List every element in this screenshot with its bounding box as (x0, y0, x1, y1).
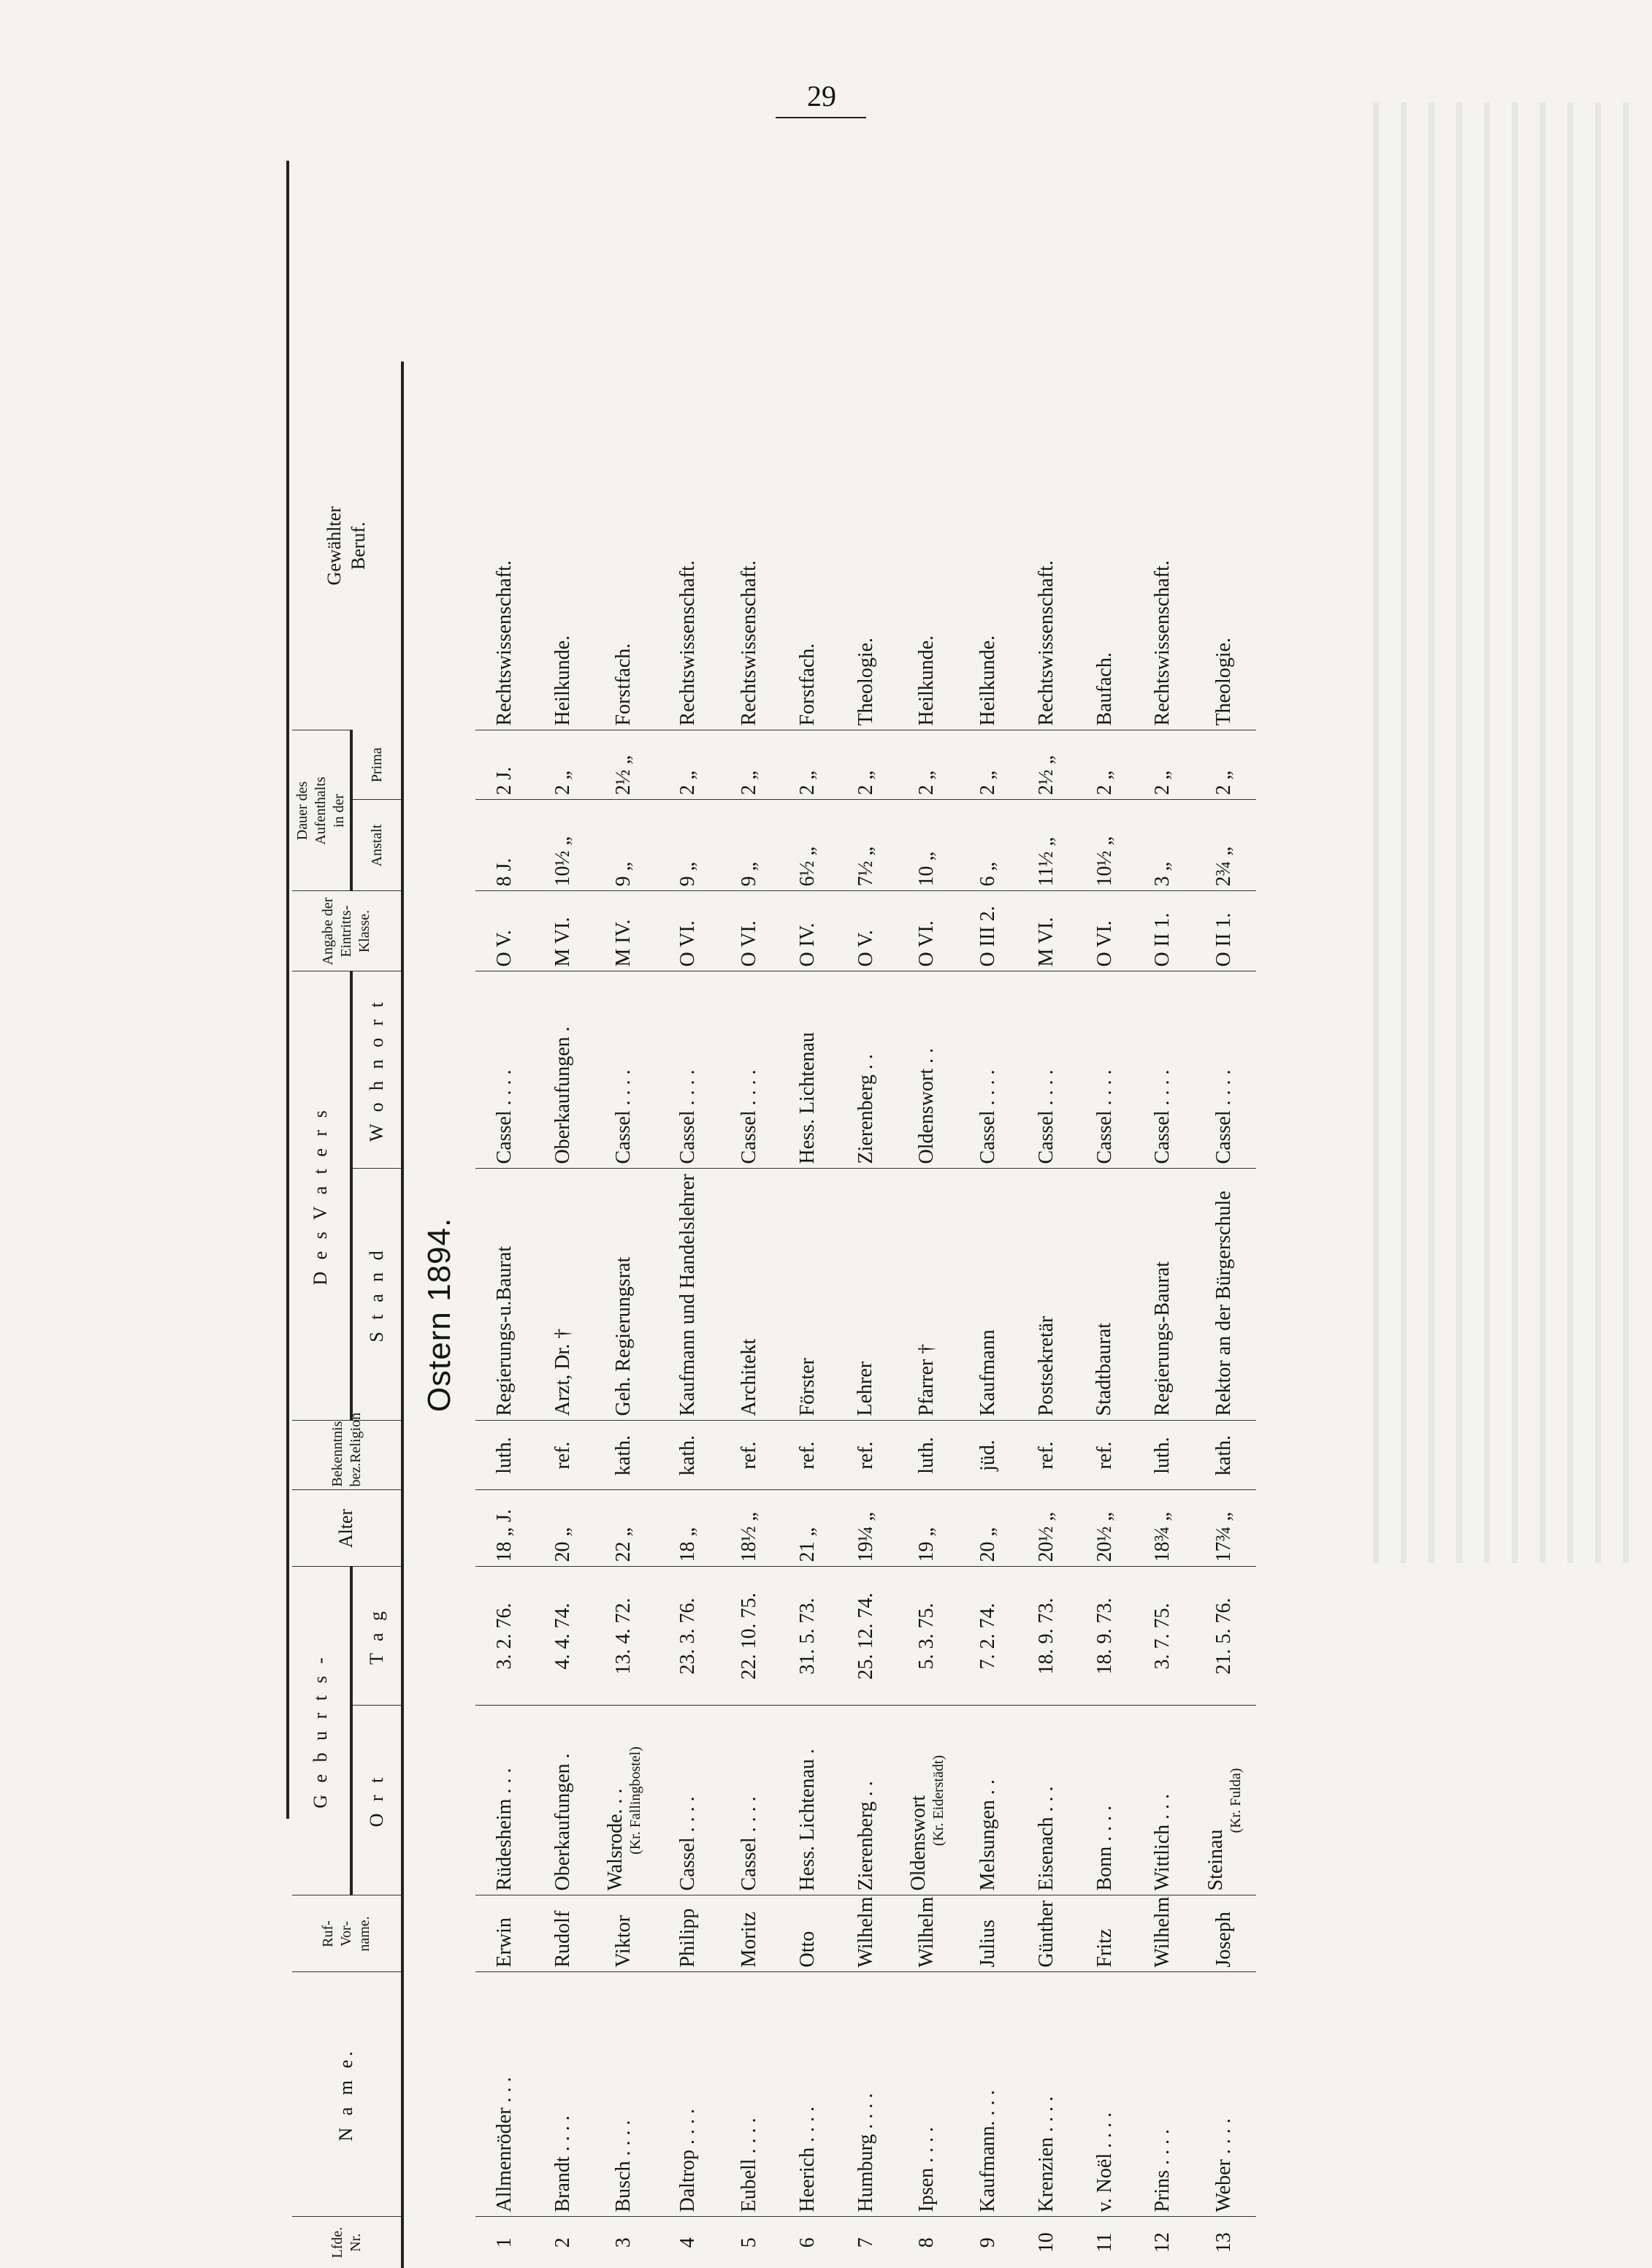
cell-prima: 2½ „ (592, 730, 657, 800)
table-row (779, 362, 837, 2268)
header-lfde-nr: Lfde. Nr. (292, 2217, 402, 2268)
cell-rufname: Günther (1017, 1895, 1076, 1972)
cell-rufname: Wilhelm (837, 1895, 895, 1972)
cell-klasse: O III 2. (959, 891, 1017, 971)
birthplace-note: (Kr. Fallingbostel) (627, 1746, 644, 1855)
header-bekenntnis: Bekenntnis bez.Religion (292, 1421, 402, 1490)
cell-anstalt: 9 „ (656, 800, 720, 891)
cell-geburtstag: 3. 7. 75. (1133, 1567, 1192, 1706)
cell-stand: Regierungs-Baurat (1133, 1169, 1192, 1421)
cell-stand: Förster (779, 1169, 837, 1421)
cell-klasse: M VI. (1017, 891, 1076, 971)
cell-klasse: O II 1. (1133, 891, 1192, 971)
header-tag: T a g (351, 1567, 402, 1706)
cell-wohnort: Cassel . . . . (1192, 971, 1256, 1169)
table-row (1192, 362, 1256, 2268)
header-dauer: Dauer des Aufenthalts in der (292, 730, 351, 891)
cell-bekenntnis: ref. (1076, 1421, 1134, 1490)
cell-prima: 2 „ (895, 730, 959, 800)
cell-prima: 2½ „ (1017, 730, 1076, 800)
cell-alter: 18 „ J. (475, 1490, 534, 1567)
cell-geburtsort: Oldenswort (Kr. Eiderstädt) (895, 1706, 959, 1895)
cell-anstalt: 9 „ (592, 800, 657, 891)
header-stand: S t a n d (351, 1169, 402, 1421)
cell-bekenntnis: luth. (895, 1421, 959, 1490)
cell-beruf: Baufach. (1093, 652, 1116, 726)
cell-bekenntnis: kath. (656, 1421, 720, 1490)
table-row (895, 362, 959, 2268)
cell-alter: 18 „ (656, 1490, 720, 1567)
header-eintritts-klasse: Angabe der Eintritts- Klasse. (292, 891, 402, 971)
cell-stand: Lehrer (837, 1169, 895, 1421)
table-caption: Ostern 1894. (421, 1217, 458, 1413)
cell-prima: 2 J. (475, 730, 534, 800)
cell-geburtsort: Cassel . . . . (656, 1706, 720, 1895)
cell-alter: 19¼ „ (837, 1490, 895, 1567)
cell-name: Krenzien . . . . (1017, 1972, 1076, 2217)
show-through-text (1373, 102, 1643, 1563)
cell-beruf: Rechtswissenschaft. (738, 560, 761, 726)
cell-stand: Stadtbaurat (1076, 1169, 1134, 1421)
cell-rufname: Fritz (1076, 1895, 1134, 1972)
cell-name: Busch . . . . (592, 1972, 657, 2217)
cell-alter: 19 „ (895, 1490, 959, 1567)
cell-bekenntnis: ref. (837, 1421, 895, 1490)
cell-stand: Rektor an der Bürgerschule (1192, 1169, 1256, 1421)
cell-beruf: Heilkunde. (915, 635, 938, 726)
cell-wohnort: Hess. Lichtenau (779, 971, 837, 1169)
cell-beruf: Rechtswissenschaft. (1034, 560, 1058, 726)
cell-anstalt: 9 „ (720, 800, 779, 891)
cell-prima: 2 „ (837, 730, 895, 800)
cell-geburtstag: 3. 2. 76. (475, 1567, 534, 1706)
cell-beruf: Forstfach. (795, 643, 819, 726)
header-des-vaters: D e s V a t e r s (292, 971, 351, 1421)
cell-alter: 20 „ (959, 1490, 1017, 1567)
cell-name: Humburg . . . . (837, 1972, 895, 2217)
cell-prima: 2 „ (1192, 730, 1256, 800)
cell-geburtsort: Eisenach . . . (1017, 1706, 1076, 1895)
cell-wohnort: Cassel . . . . (1076, 971, 1134, 1169)
cell-nr: 11 (1076, 2217, 1134, 2268)
cell-name: Brandt . . . . (534, 1972, 592, 2217)
cell-wohnort: Cassel . . . . (592, 971, 657, 1169)
cell-stand: Pfarrer † (895, 1169, 959, 1421)
cell-geburtsort: Oberkaufungen . (534, 1706, 592, 1895)
cell-anstalt: 2¾ „ (1192, 800, 1256, 891)
cell-prima: 2 „ (656, 730, 720, 800)
cell-name: Heerich . . . . (779, 1972, 837, 2217)
page-number-rule (776, 117, 866, 118)
cell-anstalt: 10½ „ (1076, 800, 1134, 891)
cell-klasse: O II 1. (1192, 891, 1256, 971)
cell-name: Weber . . . . (1192, 1972, 1256, 2217)
cell-nr: 6 (779, 2217, 837, 2268)
cell-alter: 22 „ (592, 1490, 657, 1567)
cell-geburtsort: Cassel . . . . (720, 1706, 779, 1895)
cell-beruf: Rechtswissenschaft. (1151, 560, 1174, 726)
cell-bekenntnis: kath. (592, 1421, 657, 1490)
table-row (837, 362, 895, 2268)
cell-rufname: Wilhelm (1133, 1895, 1192, 1972)
cell-beruf: Theologie. (1212, 637, 1236, 726)
header-wohnort: W o h n o r t (351, 971, 402, 1169)
cell-rufname: Joseph (1192, 1895, 1256, 1972)
cell-anstalt: 6½ „ (779, 800, 837, 891)
cell-geburtstag: 25. 12. 74. (837, 1567, 895, 1706)
cell-klasse: O VI. (1076, 891, 1134, 971)
cell-klasse: M IV. (592, 891, 657, 971)
cell-beruf: Heilkunde. (976, 635, 1000, 726)
cell-beruf: Rechtswissenschaft. (492, 560, 516, 726)
table-row (1076, 362, 1134, 2268)
cell-klasse: O VI. (720, 891, 779, 971)
cell-wohnort: Zierenberg . . (837, 971, 895, 1169)
cell-name: Allmenröder . . . (475, 1972, 534, 2217)
cell-geburtsort: Rüdesheim . . . (475, 1706, 534, 1895)
cell-bekenntnis: jüd. (959, 1421, 1017, 1490)
cell-geburtstag: 4. 4. 74. (534, 1567, 592, 1706)
cell-geburtsort: Melsungen . . (959, 1706, 1017, 1895)
cell-rufname: Viktor (592, 1895, 657, 1972)
cell-nr: 8 (895, 2217, 959, 2268)
cell-alter: 20 „ (534, 1490, 592, 1567)
cell-klasse: O VI. (656, 891, 720, 971)
cell-nr: 9 (959, 2217, 1017, 2268)
table-row (1017, 362, 1076, 2268)
cell-prima: 2 „ (534, 730, 592, 800)
cell-bekenntnis: ref. (1017, 1421, 1076, 1490)
cell-alter: 20½ „ (1017, 1490, 1076, 1567)
table-row (1133, 362, 1192, 2268)
cell-klasse: O IV. (779, 891, 837, 971)
cell-wohnort: Cassel . . . . (1017, 971, 1076, 1169)
cell-wohnort: Oldenswort . . (895, 971, 959, 1169)
birthplace-note: (Kr. Fulda) (1228, 1768, 1244, 1833)
cell-nr: 4 (656, 2217, 720, 2268)
cell-wohnort: Cassel . . . . (959, 971, 1017, 1169)
cell-rufname: Moritz (720, 1895, 779, 1972)
cell-alter: 18¾ „ (1133, 1490, 1192, 1567)
header-name: N a m e. (292, 1972, 402, 2217)
cell-anstalt: 10 „ (895, 800, 959, 891)
cell-klasse: O V. (475, 891, 534, 971)
cell-stand: Arzt, Dr. † (534, 1169, 592, 1421)
cell-nr: 13 (1192, 2217, 1256, 2268)
cell-nr: 7 (837, 2217, 895, 2268)
cell-rufname: Julius (959, 1895, 1017, 1972)
cell-nr: 1 (475, 2217, 534, 2268)
cell-nr: 10 (1017, 2217, 1076, 2268)
cell-bekenntnis: ref. (720, 1421, 779, 1490)
cell-alter: 20½ „ (1076, 1490, 1134, 1567)
cell-bekenntnis: luth. (475, 1421, 534, 1490)
cell-wohnort: Cassel . . . . (1133, 971, 1192, 1169)
cell-bekenntnis: kath. (1192, 1421, 1256, 1490)
cell-geburtsort: Hess. Lichtenau . (779, 1706, 837, 1895)
cell-prima: 2 „ (1076, 730, 1134, 800)
cell-bekenntnis: luth. (1133, 1421, 1192, 1490)
cell-bekenntnis: ref. (534, 1421, 592, 1490)
cell-geburtstag: 18. 9. 73. (1076, 1567, 1134, 1706)
table-row (592, 362, 657, 2268)
header-rufname: Ruf- Vor- name. (292, 1895, 402, 1972)
cell-nr: 2 (534, 2217, 592, 2268)
cell-name: v. Noël . . . . (1076, 1972, 1134, 2217)
cell-geburtsort: Steinau (Kr. Fulda) (1192, 1706, 1256, 1895)
cell-rufname: Erwin (475, 1895, 534, 1972)
birthplace-note: (Kr. Eiderstädt) (930, 1755, 947, 1847)
cell-bekenntnis: ref. (779, 1421, 837, 1490)
cell-stand: Geh. Regierungsrat (592, 1169, 657, 1421)
cell-geburtstag: 18. 9. 73. (1017, 1567, 1076, 1706)
cell-geburtstag: 13. 4. 72. (592, 1567, 657, 1706)
cell-prima: 2 „ (959, 730, 1017, 800)
cell-anstalt: 6 „ (959, 800, 1017, 891)
table-row (475, 362, 534, 2268)
table-row (959, 362, 1017, 2268)
cell-anstalt: 3 „ (1133, 800, 1192, 891)
cell-name: Eubell . . . . (720, 1972, 779, 2217)
cell-rufname: Otto (779, 1895, 837, 1972)
cell-name: Ipsen . . . . (895, 1972, 959, 2217)
cell-prima: 2 „ (779, 730, 837, 800)
cell-wohnort: Oberkaufungen . (534, 971, 592, 1169)
cell-geburtstag: 23. 3. 76. (656, 1567, 720, 1706)
cell-prima: 2 „ (720, 730, 779, 800)
cell-klasse: O V. (837, 891, 895, 971)
cell-stand: Kaufmann und Handelslehrer (656, 1169, 720, 1421)
header-geburts: G e b u r t s - (292, 1567, 351, 1895)
cell-nr: 3 (592, 2217, 657, 2268)
cell-geburtstag: 21. 5. 76. (1192, 1567, 1256, 1706)
cell-wohnort: Cassel . . . . (656, 971, 720, 1169)
cell-rufname: Rudolf (534, 1895, 592, 1972)
header-beruf: Gewählter Beruf. (292, 362, 402, 730)
cell-name: Daltrop . . . . (656, 1972, 720, 2217)
cell-nr: 5 (720, 2217, 779, 2268)
cell-alter: 21 „ (779, 1490, 837, 1567)
header-prima: Prima (351, 730, 402, 800)
cell-alter: 17¾ „ (1192, 1490, 1256, 1567)
page-number: 29 (807, 80, 836, 112)
cell-geburtstag: 7. 2. 74. (959, 1567, 1017, 1706)
header-ort: O r t (351, 1706, 402, 1895)
cell-name: Prins . . . . (1133, 1972, 1192, 2217)
cell-stand: Regierungs-u.Baurat (475, 1169, 534, 1421)
cell-rufname: Wilhelm (895, 1895, 959, 1972)
cell-anstalt: 10½ „ (534, 800, 592, 891)
table-row (720, 362, 779, 2268)
cell-stand: Postsekretär (1017, 1169, 1076, 1421)
table-left-rule (286, 161, 289, 1819)
graduates-table (292, 362, 1256, 2268)
cell-nr: 12 (1133, 2217, 1192, 2268)
cell-geburtsort: Bonn . . . . (1076, 1706, 1134, 1895)
cell-beruf: Theologie. (854, 637, 877, 726)
cell-geburtsort: Walsrode. . . (Kr. Fallingbostel) (592, 1706, 657, 1895)
cell-beruf: Rechtswissenschaft. (676, 560, 700, 726)
cell-geburtstag: 22. 10. 75. (720, 1567, 779, 1706)
cell-anstalt: 11½ „ (1017, 800, 1076, 891)
cell-geburtstag: 5. 3. 75. (895, 1567, 959, 1706)
cell-geburtsort: Zierenberg . . (837, 1706, 895, 1895)
cell-wohnort: Cassel . . . . (475, 971, 534, 1169)
cell-wohnort: Cassel . . . . (720, 971, 779, 1169)
table-row (656, 362, 720, 2268)
cell-stand: Kaufmann (959, 1169, 1017, 1421)
rotated-table-container (292, 362, 1256, 2268)
cell-anstalt: 7½ „ (837, 800, 895, 891)
header-anstalt: Anstalt (351, 800, 402, 891)
cell-klasse: M VI. (534, 891, 592, 971)
cell-stand: Architekt (720, 1169, 779, 1421)
header-alter: Alter (292, 1490, 402, 1567)
cell-beruf: Heilkunde. (551, 635, 574, 726)
table-row (534, 362, 592, 2268)
cell-prima: 2 „ (1133, 730, 1192, 800)
cell-anstalt: 8 J. (475, 800, 534, 891)
cell-alter: 18½ „ (720, 1490, 779, 1567)
cell-geburtsort: Wittlich . . . (1133, 1706, 1192, 1895)
cell-beruf: Forstfach. (612, 643, 635, 726)
cell-klasse: O VI. (895, 891, 959, 971)
cell-geburtstag: 31. 5. 73. (779, 1567, 837, 1706)
cell-name: Kaufmann. . . . (959, 1972, 1017, 2217)
cell-rufname: Philipp (656, 1895, 720, 1972)
